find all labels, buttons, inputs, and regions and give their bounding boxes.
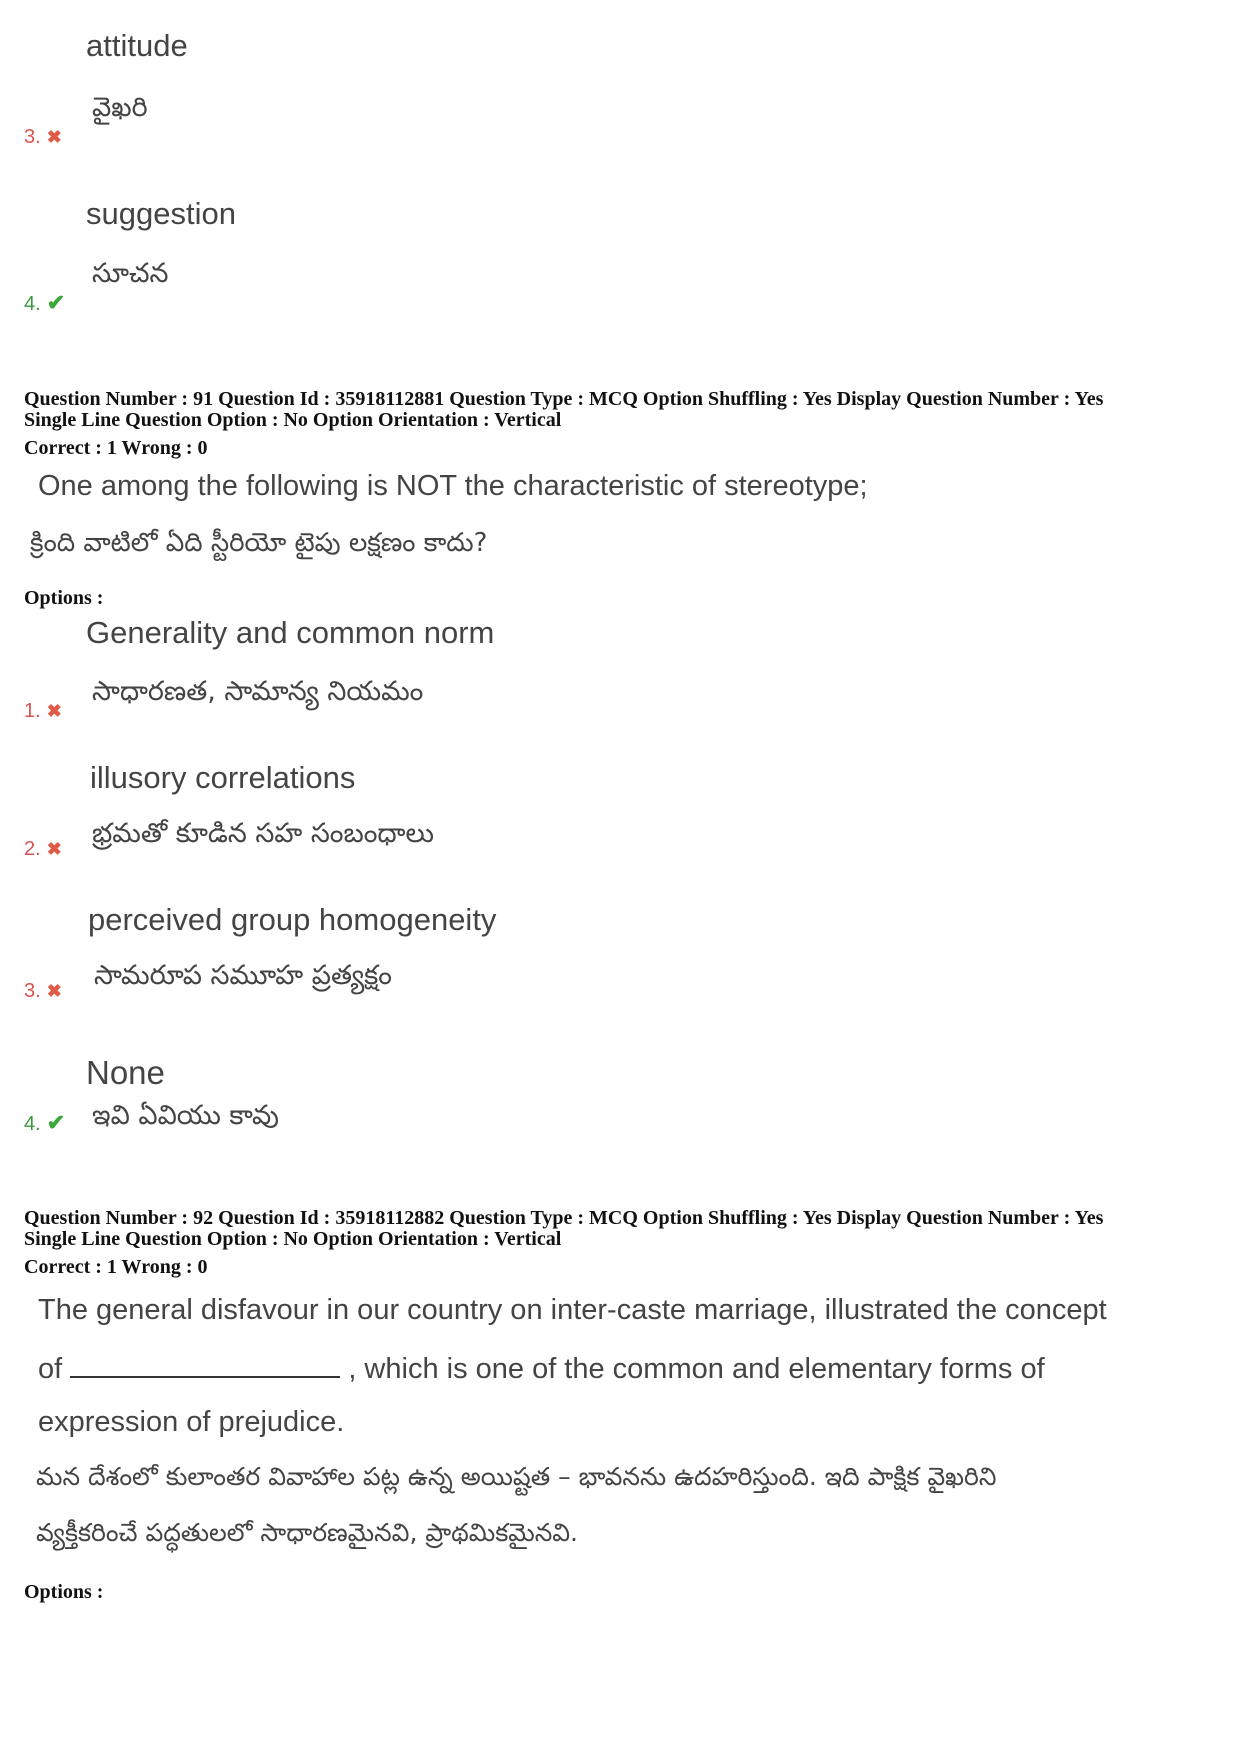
question-marks: Correct : 1 Wrong : 0: [24, 1256, 208, 1278]
options-label: Options :: [24, 1581, 104, 1603]
option-number-mark: [24, 838, 62, 861]
option-telugu: భ్రమతో కూడిన సహ సంబంధాలు: [92, 818, 434, 849]
option-telugu: సాధారణత, సామాన్య నియమం: [92, 676, 424, 707]
question-text-telugu-line2: వ్యక్తీకరించే పద్ధతులలో సాధారణమైనవి, ప్రాథమికమైనవి.: [36, 1518, 578, 1547]
option-number: 4.: [24, 1113, 41, 1135]
option-telugu: వైఖరి: [92, 92, 148, 123]
option-number: 1.: [24, 700, 41, 722]
option-english: illusory correlations: [90, 760, 356, 795]
question-text-english: One among the following is NOT the characteristic of stereotype;: [38, 470, 868, 502]
option-english: perceived group homogeneity: [88, 902, 497, 937]
wrong-mark-icon: ✖: [46, 127, 62, 147]
question-text-telugu-line1: మన దేశంలో కులాంతర వివాహాల పట్ల ఉన్న అయిష్టత – భావనను ఉదహరిస్తుంది. ఇది పాక్షిక వైఖరిని: [36, 1462, 997, 1491]
option-number-mark: [24, 700, 62, 723]
option-number-mark: [24, 980, 62, 1003]
question-text-english-line2: [38, 1350, 1045, 1386]
question-meta-line2: Single Line Question Option : No Option Orientation : Vertical: [24, 1228, 562, 1250]
option-number-mark: [24, 126, 62, 149]
option-number: 3.: [24, 980, 41, 1002]
option-number: 3.: [24, 126, 41, 148]
question-text-after-blank: , which is one of the common and elementary forms of: [348, 1353, 1045, 1385]
option-english: Generality and common norm: [86, 615, 495, 650]
wrong-mark-icon: ✖: [46, 839, 62, 859]
option-telugu: సూచన: [92, 258, 169, 289]
question-meta-line1: Question Number : 92 Question Id : 35918112882 Question Type : MCQ Option Shuffling : Yes Display Question Number : Yes: [24, 1207, 1104, 1229]
question-marks: Correct : 1 Wrong : 0: [24, 437, 208, 459]
answer-blank: [70, 1350, 340, 1378]
question-text-english-line3: expression of prejudice.: [38, 1406, 345, 1438]
correct-mark-icon: ✔: [46, 1110, 66, 1135]
question-text-telugu: క్రింది వాటిలో ఏది స్టీరియో టైపు లక్షణం కాదు?: [30, 528, 488, 558]
correct-mark-icon: ✔: [46, 290, 66, 315]
option-number-mark: [24, 290, 65, 316]
wrong-mark-icon: ✖: [46, 701, 62, 721]
option-english: None: [86, 1054, 165, 1091]
option-number-mark: [24, 1110, 65, 1136]
option-english: attitude: [86, 28, 188, 63]
option-telugu: ఇవి ఏవియు కావు: [92, 1100, 279, 1131]
option-english: suggestion: [86, 196, 236, 231]
option-telugu: సామరూప సమూహ ప్రత్యక్షం: [94, 960, 392, 991]
question-meta-line1: Question Number : 91 Question Id : 35918112881 Question Type : MCQ Option Shuffling : Yes Display Question Number : Yes: [24, 388, 1104, 410]
question-text-before-blank: of: [38, 1353, 63, 1385]
option-number: 2.: [24, 838, 41, 860]
question-meta-line2: Single Line Question Option : No Option Orientation : Vertical: [24, 409, 562, 431]
wrong-mark-icon: ✖: [46, 981, 62, 1001]
question-text-english-line1: The general disfavour in our country on inter-caste marriage, illustrated the concept: [38, 1294, 1107, 1326]
option-number: 4.: [24, 293, 41, 315]
options-label: Options :: [24, 587, 104, 609]
